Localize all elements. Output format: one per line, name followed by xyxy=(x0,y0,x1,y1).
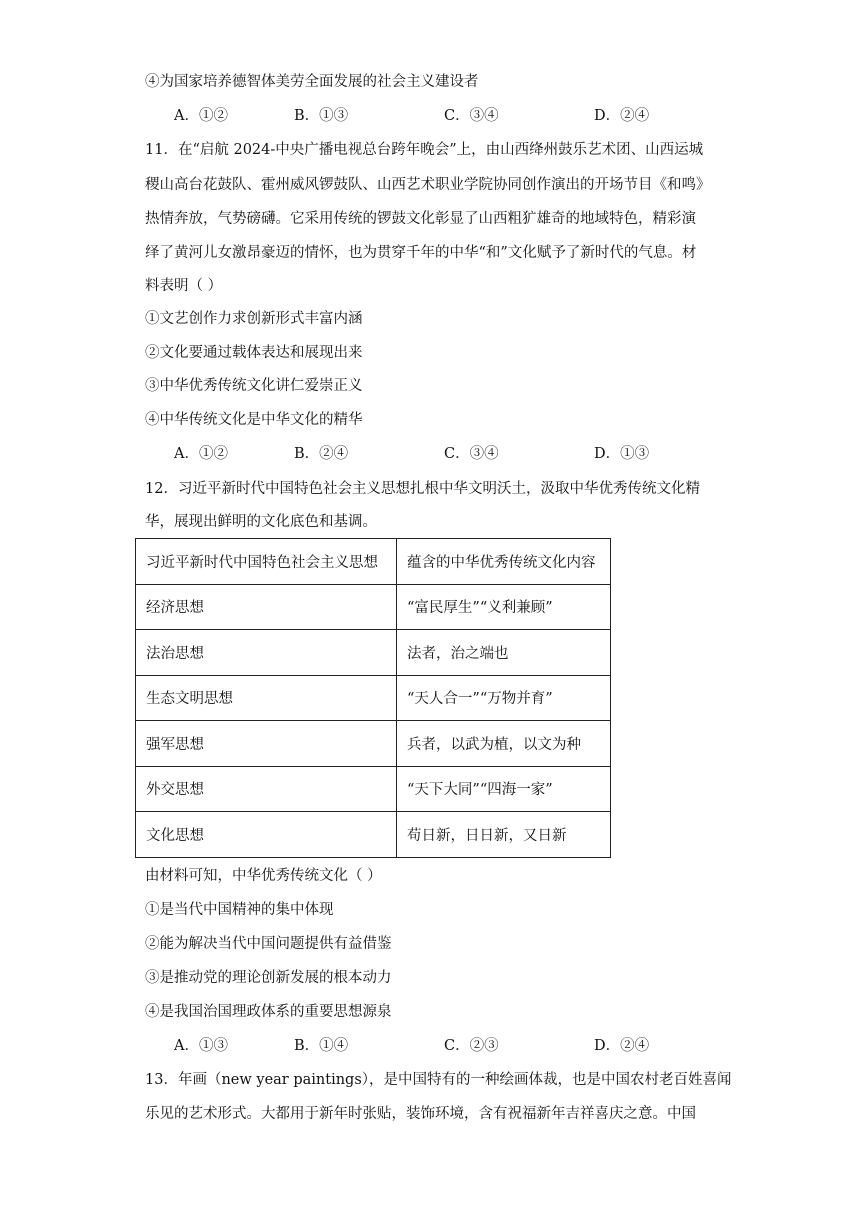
q11-text-line: 11．在“启航 2024-中央广播电视总台跨年晚会”上，由山西绛州鼓乐艺术团、山西运城 xyxy=(145,142,704,158)
q12-text-line: 12．习近平新时代中国特色社会主义思想扎根中华文明沃土，汲取中华优秀传统文化精 xyxy=(145,481,700,497)
table-row xyxy=(136,766,611,812)
table-cell: 兵者，以武为植，以文为种 xyxy=(397,721,611,767)
q10-option-d[interactable]: D．②④ xyxy=(594,108,650,124)
table-cell: 外交思想 xyxy=(136,766,397,812)
q12-item-2: ②能为解决当代中国问题提供有益借鉴 xyxy=(145,936,392,952)
q11-text-line: 绎了黄河儿女激昂豪迈的情怀，也为贯穿千年的中华“和”文化赋予了新时代的气息。材 xyxy=(145,245,697,261)
q10-option-c[interactable]: C．③④ xyxy=(444,108,499,124)
table-cell: 法者，治之端也 xyxy=(397,630,611,676)
table-cell: 经济思想 xyxy=(136,584,397,630)
table-row xyxy=(136,675,611,721)
table-cell: 苟日新，日日新，又日新 xyxy=(397,812,611,858)
q11-text-line: 稷山高台花鼓队、霍州威风锣鼓队、山西艺术职业学院协同创作演出的开场节目《和鸣》 xyxy=(145,177,711,193)
table-cell: 法治思想 xyxy=(136,630,397,676)
q11-item-1: ①文艺创作力求创新形式丰富内涵 xyxy=(145,311,363,327)
table-cell: “天人合一”“万物并育” xyxy=(397,675,611,721)
table-row xyxy=(136,721,611,767)
table-cell: 强军思想 xyxy=(136,721,397,767)
q12-text-line: 华，展现出鲜明的文化底色和基调。 xyxy=(145,514,377,530)
q12-option-a[interactable]: A．①③ xyxy=(174,1038,228,1054)
q11-option-c[interactable]: C．③④ xyxy=(444,446,499,462)
q11-text-line: 料表明（ ） xyxy=(145,278,223,294)
q11-option-b[interactable]: B．②④ xyxy=(294,446,349,462)
q11-option-d[interactable]: D．①③ xyxy=(594,446,650,462)
q12-stem: 由材料可知，中华优秀传统文化（ ） xyxy=(145,868,382,884)
q10-option-b[interactable]: B．①③ xyxy=(294,108,349,124)
q12-item-1: ①是当代中国精神的集中体现 xyxy=(145,902,334,918)
q12-item-4: ④是我国治国理政体系的重要思想源泉 xyxy=(145,1004,392,1020)
q11-text-line: 热情奔放，气势磅礴。它采用传统的锣鼓文化彰显了山西粗犷雄奇的地域特色，精彩演 xyxy=(145,211,696,227)
q11-options xyxy=(0,444,860,464)
q10-item-4: ④为国家培养德智体美劳全面发展的社会主义建设者 xyxy=(145,74,479,90)
q12-option-b[interactable]: B．①④ xyxy=(294,1038,349,1054)
table-header-cell: 习近平新时代中国特色社会主义思想 xyxy=(136,539,397,585)
q12-item-3: ③是推动党的理论创新发展的根本动力 xyxy=(145,970,392,986)
table-row xyxy=(136,584,611,630)
q11-item-2: ②文化要通过载体表达和展现出来 xyxy=(145,345,363,361)
table-cell: 文化思想 xyxy=(136,812,397,858)
table-cell: “天下大同”“四海一家” xyxy=(397,766,611,812)
q11-option-a[interactable]: A．①② xyxy=(174,446,228,462)
q10-options xyxy=(0,106,860,126)
q10-option-a[interactable]: A．①② xyxy=(174,108,228,124)
q11-item-4: ④中华传统文化是中华文化的精华 xyxy=(145,412,363,428)
table-cell: 生态文明思想 xyxy=(136,675,397,721)
q13-text-line: 13．年画（new year paintings），是中国特有的一种绘画体裁，也是中国农村老百姓喜闻 xyxy=(145,1072,732,1088)
q11-item-3: ③中华优秀传统文化讲仁爱崇正义 xyxy=(145,378,363,394)
q12-option-d[interactable]: D．②④ xyxy=(594,1038,650,1054)
table-header-row xyxy=(136,539,611,585)
q13-text-line: 乐见的艺术形式。大都用于新年时张贴，装饰环境，含有祝福新年吉祥喜庆之意。中国 xyxy=(145,1106,696,1122)
table-row xyxy=(136,630,611,676)
table-header-cell: 蕴含的中华优秀传统文化内容 xyxy=(397,539,611,585)
q12-options xyxy=(0,1036,860,1056)
q12-table xyxy=(135,538,611,858)
q12-option-c[interactable]: C．②③ xyxy=(444,1038,499,1054)
table-cell: “富民厚生”“义利兼顾” xyxy=(397,584,611,630)
table-row xyxy=(136,812,611,858)
